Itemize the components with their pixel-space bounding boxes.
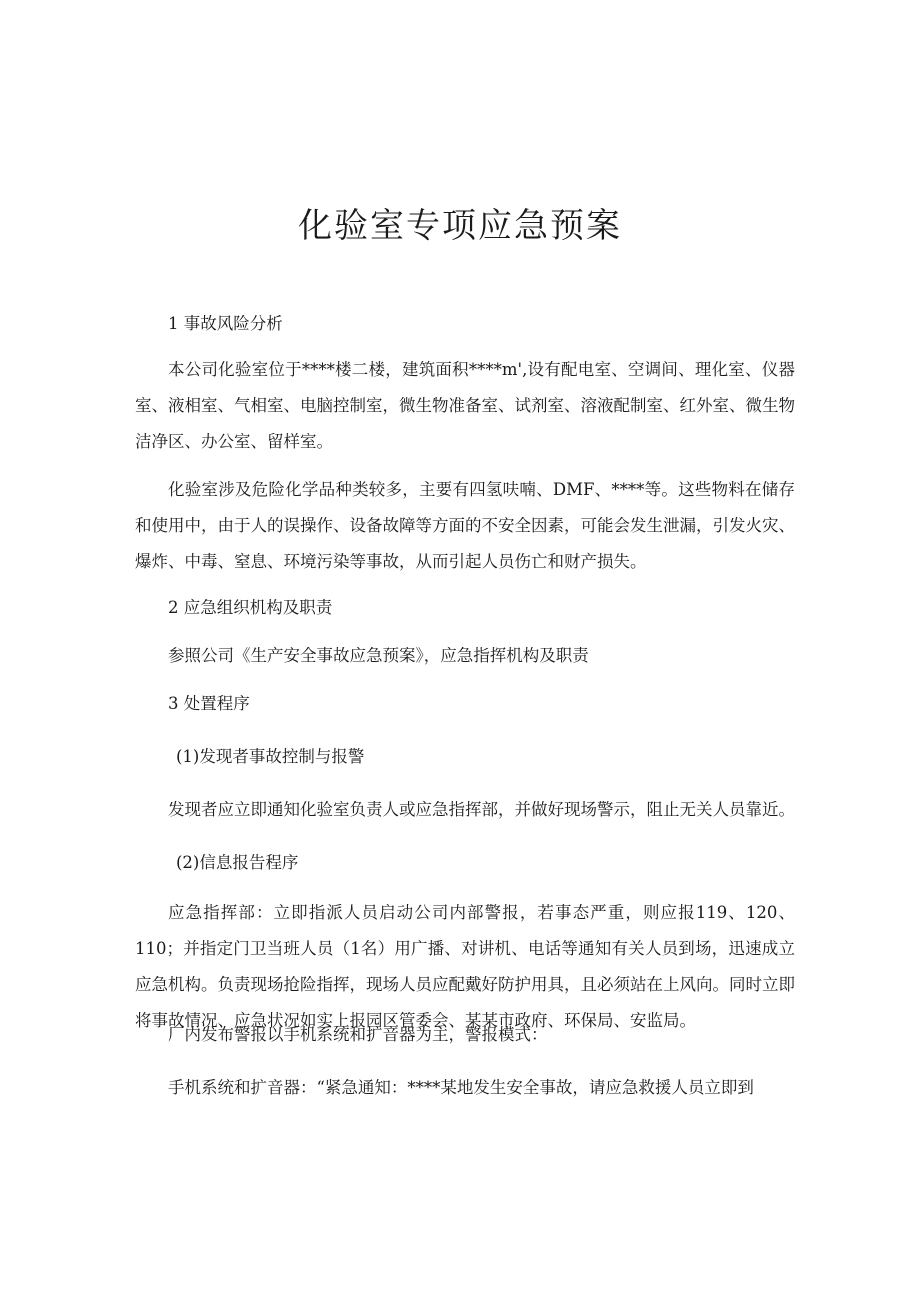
section3-heading: 3 处置程序 <box>168 694 250 713</box>
section1-paragraph-location: 本公司化验室位于****楼二楼，建筑面积****m',设有配电室、空调间、理化室、仪器室、液相室、气相室、电脑控制室，微生物准备室、试剂室、溶液配制室、红外室、微生物洁净区、办公室、留样室。 <box>135 360 795 451</box>
document-title: 化验室专项应急预案 <box>298 206 622 246</box>
subsection2-heading: (2)信息报告程序 <box>176 853 299 872</box>
section1-paragraph-hazards: 化验室涉及危险化学品种类较多，主要有四氢呋喃、DMF、****等。这些物料在储存和使用中，由于人的误操作、设备故障等方面的不安全因素，可能会发生泄漏，引发火灾、爆炸、中毒、窒息、环境污染等事故，从而引起人员伤亡和财产损失。 <box>135 480 795 571</box>
section2-paragraph: 参照公司《生产安全事故应急预案》，应急指挥机构及职责 <box>168 646 589 665</box>
section2-heading: 2 应急组织机构及职责 <box>168 598 333 617</box>
subsection1-heading: (1)发现者事故控制与报警 <box>176 747 365 766</box>
alarm-paragraph: 厂内发布警报以手机系统和扩音器为主，警报模式： <box>168 1025 548 1044</box>
section1-heading: 1 事故风险分析 <box>168 314 283 333</box>
alarm-detail-paragraph: 手机系统和扩音器：“紧急通知：****某地发生安全事故，请应急救援人员立即到 <box>168 1078 754 1097</box>
subsection2-paragraph: 应急指挥部：立即指派人员启动公司内部警报，若事态严重，则应报119、120、110；并指定门卫当班人员（1名）用广播、对讲机、电话等通知有关人员到场，迅速成立应急机构。负责现场抢险指挥，现场人员应配戴好防护用具，且必须站在上风向。同时立即将事故情况、应急状况如实上报园区管委会、某某市政府、环保局、安监局。 <box>135 903 795 1030</box>
subsection1-paragraph: 发现者应立即通知化验室负责人或应急指挥部，并做好现场警示，阻止无关人员靠近。 <box>168 800 795 819</box>
